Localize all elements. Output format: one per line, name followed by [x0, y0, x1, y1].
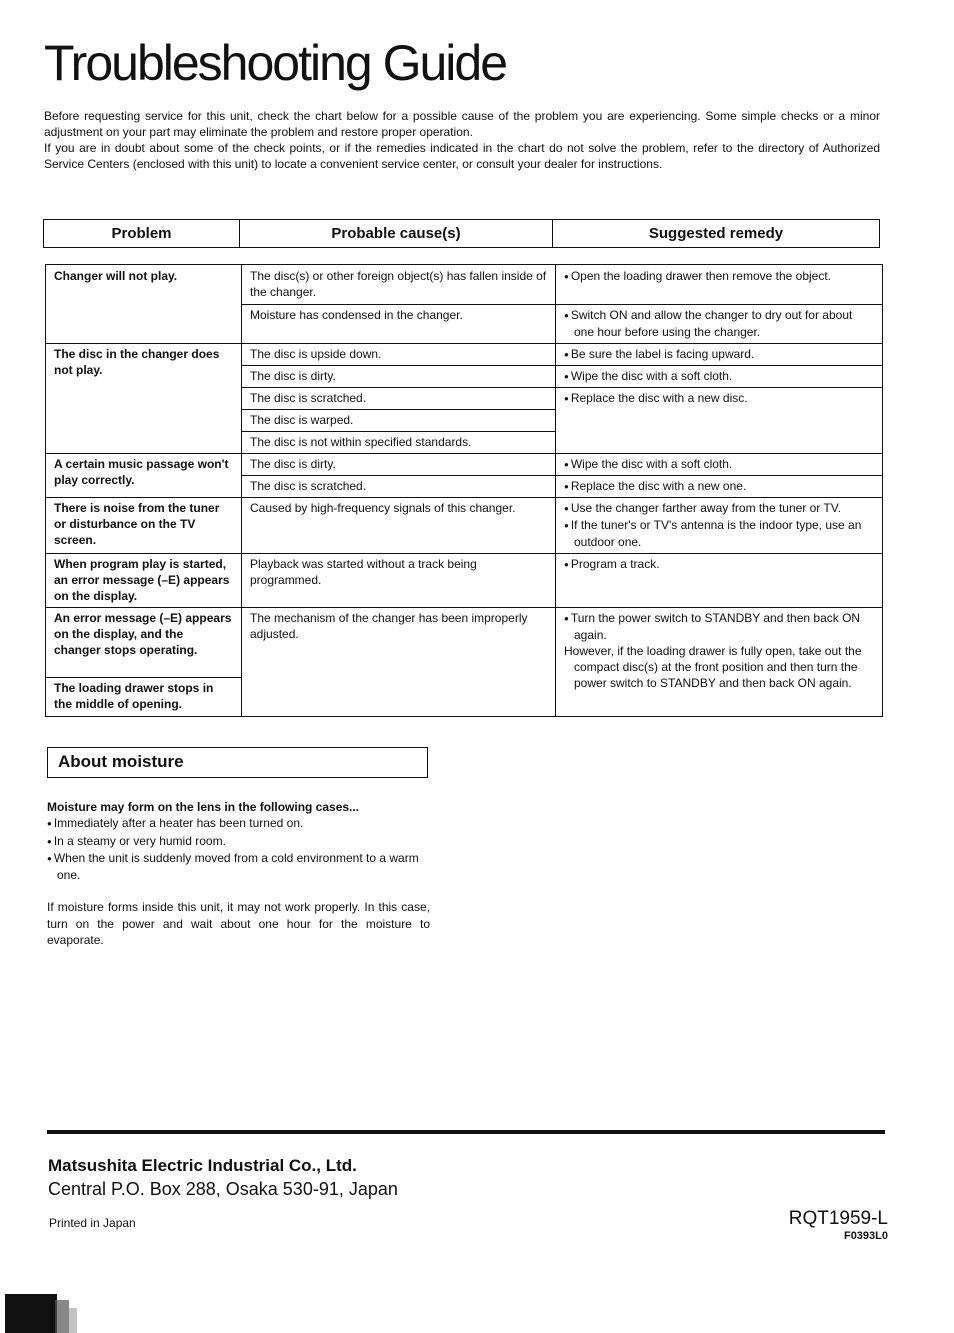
problem-disc-does-not-play: The disc in the changer does not play.: [54, 347, 220, 377]
remedy-noise: [556, 497, 882, 550]
remedy-program-track: [556, 553, 882, 573]
problem-noise: There is noise from the tuner or disturbance on the TV screen.: [54, 501, 220, 547]
moisture-case: ● When the unit is suddenly moved from a cold environment to a warm one.: [47, 850, 430, 884]
scan-mark: [5, 1290, 85, 1333]
remedy-replace-disc: [556, 387, 882, 407]
remedy-wipe-2: [556, 453, 882, 473]
moisture-lead: Moisture may form on the lens in the following cases...: [47, 800, 360, 814]
moisture-case: ● In a steamy or very humid room.: [47, 833, 430, 850]
remedy-text: ● Wipe the disc with a soft cloth.: [564, 368, 874, 385]
printed-in: Printed in Japan: [49, 1216, 136, 1230]
problem-program-error: When program play is started, an error message (–E) appears on the display.: [54, 557, 230, 603]
table-header: [43, 219, 880, 248]
remedy-open-drawer: [556, 265, 882, 285]
intro-text: [44, 108, 880, 172]
company-name: Matsushita Electric Industrial Co., Ltd.: [48, 1156, 357, 1175]
remedy-replace-2: [556, 475, 882, 495]
moisture-section: [47, 799, 430, 948]
moisture-heading-box: [47, 747, 428, 778]
footer-rule: [47, 1130, 885, 1134]
remedy-standby: [556, 607, 882, 691]
cause-not-standard: The disc is not within specified standards.: [250, 435, 472, 449]
remedy-wipe: [556, 365, 882, 385]
moisture-paragraph: If moisture forms inside this unit, it may not work properly. In this case, turn on the power and wait about one hour for the moisture to evaporate.: [47, 900, 430, 948]
cause-warped: The disc is warped.: [250, 413, 354, 427]
header-problem: Problem: [44, 220, 240, 247]
remedy-label-up: [556, 343, 882, 363]
cause-upside-down: The disc is upside down.: [250, 347, 382, 361]
cause-foreign-object: The disc(s) or other foreign object(s) has fallen inside of the changer.: [250, 269, 547, 299]
intro-paragraph-2: If you are in doubt about some of the check points, or if the remedies indicated in the chart do not solve the problem, refer to the directory of Authorized Service Centers (enclosed with this unit) to locate a convenient service center, or consult your dealer for instructions.: [44, 141, 880, 171]
cause-moisture: Moisture has condensed in the changer.: [250, 308, 463, 322]
remedy-text: ● Switch ON and allow the changer to dry out for about one hour before using the changer.: [564, 307, 874, 340]
moisture-title: About moisture: [58, 752, 184, 771]
troubleshooting-table: [45, 264, 883, 717]
company-address: Central P.O. Box 288, Osaka 530-91, Japan: [48, 1179, 398, 1199]
cause-scratched: The disc is scratched.: [250, 391, 367, 405]
intro-paragraph-1: Before requesting service for this unit, check the chart below for a possible cause of the problem you are experiencing. Some simple checks or a minor adjustment on your part may eliminate the problem and restore proper operation.: [44, 109, 880, 139]
cause-scratched-2: The disc is scratched.: [250, 479, 367, 493]
remedy-text: ● Wipe the disc with a soft cloth.: [564, 456, 874, 473]
problem-changer-will-not-play: Changer will not play.: [54, 269, 178, 283]
document-code: F0393L0: [843, 1230, 888, 1242]
cause-mechanism: The mechanism of the changer has been improperly adjusted.: [250, 611, 528, 641]
cause-dirty-2: The disc is dirty.: [250, 457, 336, 471]
header-cause: Probable cause(s): [240, 220, 553, 247]
header-remedy: Suggested remedy: [648, 225, 784, 242]
problem-passage-wont-play: A certain music passage won't play correctly.: [54, 457, 229, 487]
remedy-text: ● Program a track.: [564, 556, 874, 573]
model-number: RQT1959-L: [788, 1208, 888, 1229]
remedy-text: ● Use the changer farther away from the tuner or TV.: [564, 500, 874, 517]
remedy-text: ● Be sure the label is facing upward.: [564, 346, 874, 363]
moisture-case: ● Immediately after a heater has been turned on.: [47, 815, 430, 832]
page-title: Troubleshooting Guide: [44, 35, 507, 91]
problem-error-stops: An error message (–E) appears on the display, and the changer stops operating.: [54, 611, 232, 657]
remedy-text: ● Replace the disc with a new one.: [564, 478, 874, 495]
remedy-text: ● Replace the disc with a new disc.: [564, 390, 874, 407]
remedy-text: ● Turn the power switch to STANDBY and then back ON again.: [564, 610, 874, 643]
problem-drawer-stops: The loading drawer stops in the middle of opening.: [54, 681, 214, 711]
cause-high-frequency: Caused by high-frequency signals of this changer.: [250, 501, 516, 515]
remedy-text: ● Open the loading drawer then remove the object.: [564, 268, 874, 285]
remedy-text: ● If the tuner's or TV's antenna is the indoor type, use an outdoor one.: [564, 517, 874, 550]
remedy-text: However, if the loading drawer is fully open, take out the compact disc(s) at the front position and then turn the power switch to STANDBY and then back ON again.: [564, 644, 862, 690]
remedy-dry-out: [556, 304, 882, 340]
cause-dirty: The disc is dirty.: [250, 369, 336, 383]
cause-not-programmed: Playback was started without a track being programmed.: [250, 557, 477, 587]
